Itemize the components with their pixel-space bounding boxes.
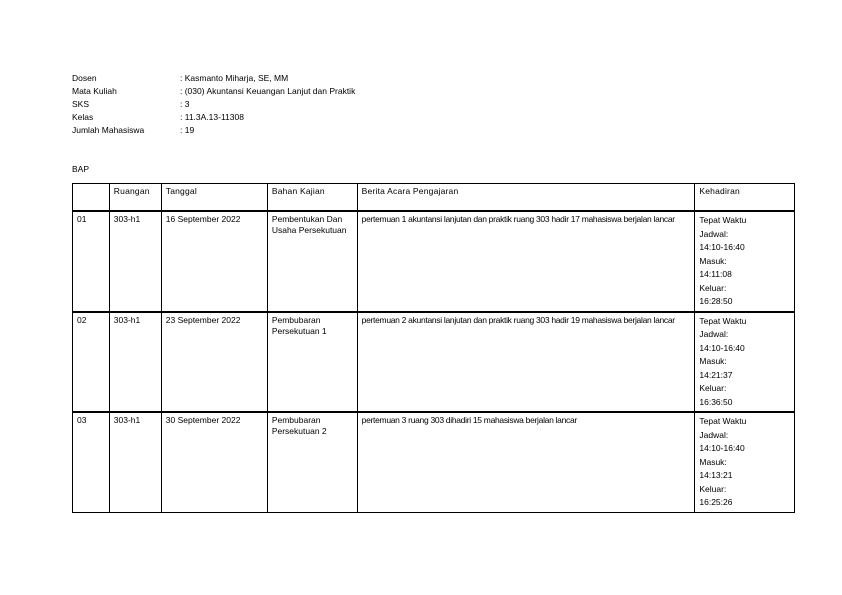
attendance-out-label: Keluar: [699, 483, 727, 494]
row-ruangan: 303-h1 [109, 312, 161, 413]
header-no [73, 184, 110, 212]
table-row [73, 412, 795, 512]
row-tanggal: 16 September 2022 [161, 211, 267, 312]
attendance-in: 14:21:37 [699, 369, 733, 380]
header-berita-acara: Berita Acara Pengajaran [357, 184, 695, 212]
row-bahan: Pembubaran Persekutuan 2 [267, 412, 357, 512]
row-berita: pertemuan 1 akuntansi lanjutan dan praktik ruang 303 hadir 17 mahasiswa berjalan lancar [357, 211, 695, 312]
row-berita: pertemuan 2 akuntansi lanjutan dan praktik ruang 303 hadir 19 mahasiswa berjalan lancar [357, 312, 695, 413]
row-berita: pertemuan 3 ruang 303 dihadiri 15 mahasiswa berjalan lancar [357, 412, 695, 512]
row-no: 02 [73, 312, 110, 413]
table-header-row [73, 184, 795, 212]
section-title: BAP [72, 164, 90, 174]
attendance-out: 16:28:50 [699, 296, 733, 306]
attendance-status: Tepat Waktu [699, 416, 747, 426]
jumlah-value: : 19 [180, 125, 195, 135]
attendance-status: Tepat Waktu [699, 215, 747, 225]
attendance-out-label: Keluar: [699, 282, 727, 293]
row-kehadiran [695, 312, 795, 413]
sks-label: SKS [72, 99, 90, 109]
attendance-out-label: Keluar: [699, 383, 727, 393]
attendance-in: 14:13:21 [699, 470, 733, 480]
row-kehadiran [695, 412, 795, 512]
info-row-matakuliah [72, 85, 355, 98]
kelas-label: Kelas [72, 112, 94, 122]
row-bahan: Pembubaran Persekutuan 1 [267, 312, 357, 413]
matakuliah-value: : (030) Akuntansi Keuangan Lanjut dan Praktik [180, 86, 356, 96]
attendance-schedule-label: Jadwal: [699, 228, 729, 239]
row-tanggal: 30 September 2022 [161, 412, 267, 512]
row-bahan: Pembentukan Dan Usaha Persekutuan [267, 211, 357, 312]
info-row-sks [72, 98, 355, 111]
row-ruangan: 303-h1 [109, 211, 161, 312]
row-no: 03 [73, 412, 110, 512]
header-tanggal: Tanggal [161, 184, 267, 212]
row-no: 01 [73, 211, 110, 312]
row-tanggal: 23 September 2022 [161, 312, 267, 413]
attendance-out: 16:36:50 [699, 396, 733, 407]
attendance-schedule: 14:10-16:40 [699, 242, 745, 252]
table-row [73, 312, 795, 413]
attendance-schedule: 14:10-16:40 [699, 443, 745, 453]
info-row-kelas [72, 111, 355, 124]
header-ruangan: Ruangan [109, 184, 161, 212]
dosen-value: : Kasmanto Miharja, SE, MM [180, 73, 289, 83]
attendance-status: Tepat Waktu [699, 315, 747, 326]
attendance-in: 14:11:08 [699, 269, 732, 279]
course-info [72, 72, 355, 137]
header-bahan-kajian: Bahan Kajian [267, 184, 357, 212]
dosen-label: Dosen [72, 73, 97, 83]
attendance-in-label: Masuk: [699, 356, 727, 366]
row-ruangan: 303-h1 [109, 412, 161, 512]
matakuliah-label: Mata Kuliah [72, 86, 117, 96]
info-row-jumlah [72, 124, 355, 137]
attendance-schedule: 14:10-16:40 [699, 342, 745, 353]
attendance-schedule-label: Jadwal: [699, 329, 729, 339]
attendance-schedule-label: Jadwal: [699, 429, 729, 440]
row-kehadiran [695, 211, 795, 312]
sks-value: : 3 [180, 99, 190, 109]
kelas-value: : 11.3A.13-11308 [180, 112, 244, 122]
info-row-dosen [72, 72, 355, 85]
table-row [73, 211, 795, 312]
attendance-in-label: Masuk: [699, 255, 727, 266]
attendance-out: 16:25:26 [699, 497, 733, 507]
bap-table [72, 183, 795, 513]
jumlah-label: Jumlah Mahasiswa [72, 125, 145, 135]
attendance-in-label: Masuk: [699, 456, 727, 467]
header-kehadiran: Kehadiran [695, 184, 795, 212]
